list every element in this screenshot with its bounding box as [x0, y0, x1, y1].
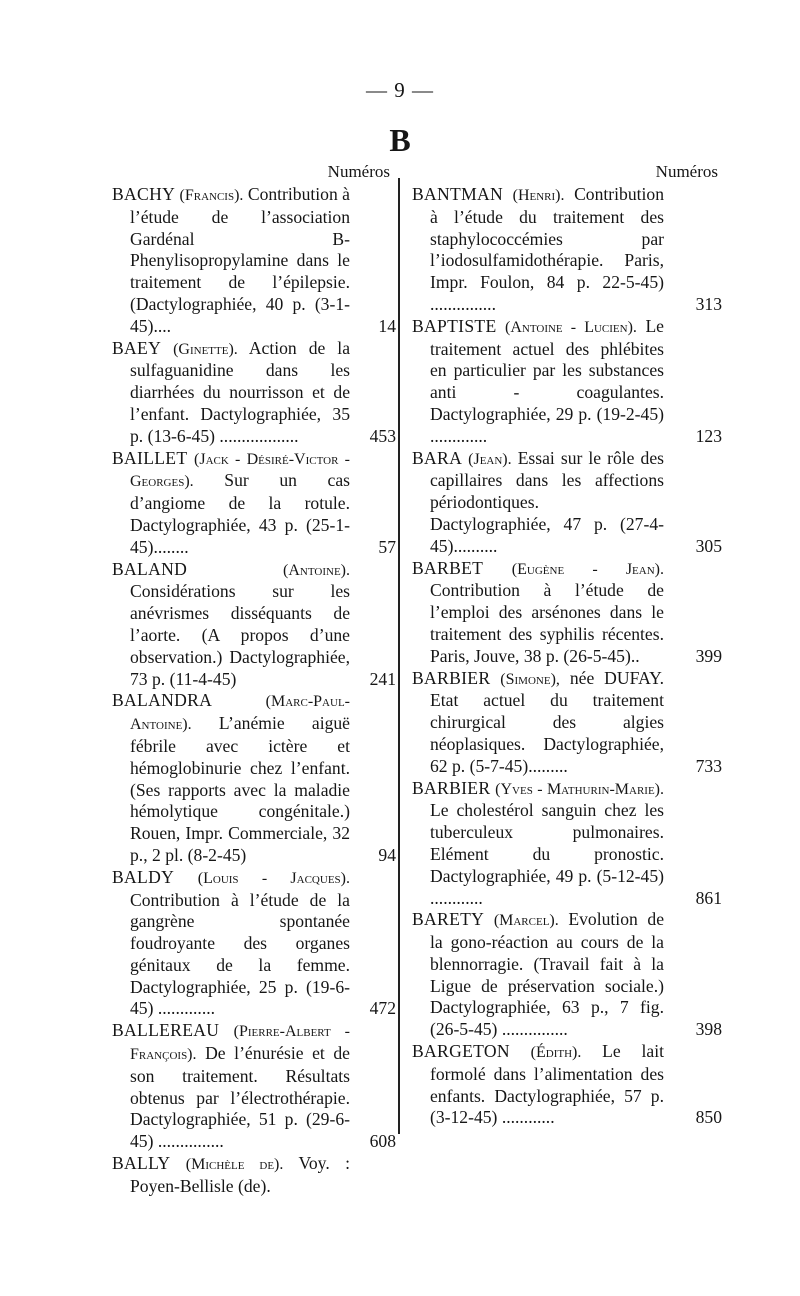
index-entry: [112, 690, 396, 866]
index-entry: [412, 447, 722, 558]
thesis-description: Contribution à l’étude de l’emploi des arsénones dans le traitement des syphilis récentes. Paris, Jouve, 38 p. (26-5-45)..: [430, 580, 664, 666]
author-surname: BARBET: [412, 557, 484, 578]
entry-number: 861: [695, 887, 722, 908]
author-given-names: (Marcel).: [493, 912, 559, 930]
author-surname: BACHY: [112, 184, 176, 204]
left-entries: [112, 184, 396, 1198]
index-entry: [112, 184, 396, 338]
index-entry: [112, 866, 396, 1021]
entry-body: [412, 448, 704, 558]
entry-body: [412, 316, 704, 448]
entry-body: [412, 909, 704, 1041]
thesis-description: Le lait formolé dans l’alimentation des enfants. Dactylographiée, 57 p. (3-12-45) ............: [430, 1041, 664, 1128]
entry-number: 399: [695, 645, 722, 666]
author-surname: BARETY: [412, 909, 485, 930]
thesis-description: Action de la sulfaguanidine dans les diarrhées du nourrisson et de l’enfant. Dactylographiée, 35 p. (13-6-45) ..................: [130, 337, 350, 446]
author-given-names: (Jean).: [468, 450, 512, 468]
thesis-description: Evolution de la gono-réaction au cours de la blennorragie. (Travail fait à la Ligue de préservation sociale.) Dactylographiée, 63 p., 7 fig. (26-5-45) ...............: [430, 909, 665, 1040]
index-entry: [412, 1041, 722, 1129]
entry-number: 241: [369, 668, 396, 689]
author-given-names: (Louis - Jacques).: [197, 869, 350, 887]
entry-body: [112, 1020, 390, 1153]
thesis-description: Le traitement actuel des phlébites en particulier par les substances anti - coagulantes. Dactylographiée, 29 p. (19-2-45) .............: [430, 315, 664, 446]
right-entries: [412, 184, 722, 1129]
author-surname: BAPTISTE: [412, 315, 497, 336]
index-entry: [112, 1153, 390, 1198]
thesis-description: Sur un cas d’angiome de la rotule. Dactylographiée, 43 p. (25-1-45)........: [130, 470, 350, 557]
author-surname: BALDY: [112, 866, 175, 887]
index-entry: [412, 777, 722, 910]
thesis-description: née DUFAY. Etat actuel du traitement chirurgical des algies néoplasiques. Dactylographiée, 62 p. (5-7-45).........: [430, 667, 664, 776]
entry-body: [412, 1041, 704, 1129]
entry-body: [412, 668, 704, 778]
numbers-header: Numéros: [655, 162, 718, 181]
index-entry: [112, 447, 396, 559]
author-surname: BARA: [412, 447, 463, 468]
entry-number: 313: [695, 293, 722, 314]
entry-number: 14: [378, 315, 396, 336]
author-given-names: (Eugène - Jean).: [511, 560, 664, 578]
thesis-description: Essai sur le rôle des capillaires dans les affections périodontiques. Dactylographiée, 47 p. (27-4-45)..........: [430, 447, 664, 556]
author-given-names: (Jack - Désiré-Victor - Georges).: [130, 450, 350, 491]
page-number: — 9 —: [366, 78, 434, 102]
entry-body: [112, 184, 390, 338]
entry-number: 123: [695, 425, 722, 446]
entry-body: [112, 559, 390, 691]
author-given-names: (Édith).: [530, 1044, 582, 1062]
index-entry: [112, 558, 396, 691]
entry-number: 733: [695, 755, 722, 776]
author-given-names: (Michèle de).: [185, 1156, 284, 1174]
author-surname: BAILLET: [112, 447, 188, 468]
left-column: [112, 160, 396, 1198]
author-surname: BALLEREAU: [112, 1020, 220, 1041]
numbers-header: Numéros: [327, 162, 390, 181]
column-divider: [398, 178, 400, 1134]
thesis-description: Contribution à l’étude de la gangrène spontanée foudroyante des organes génitaux de la femme. Dactylographiée, 25 p. (19-6-45) .............: [130, 889, 350, 1019]
entry-number: 850: [695, 1107, 722, 1128]
right-column: [412, 160, 722, 1129]
author-surname: BALLY: [112, 1153, 171, 1174]
thesis-description: Contribution à l’étude de l’association Gardénal B-Phenylisopropylamine dans le traitement de l’épilepsie. (Dactylographiée, 40 p. (3-1-45)....: [130, 184, 350, 336]
entry-body: [112, 338, 390, 448]
thesis-description: L’anémie aiguë fébrile avec ictère et hémoglobinurie chez l’enfant. (Ses rapports avec la maladie hémolytique congénitale.) Rouen, Impr. Commerciale, 32 p., 2 pl. (8-2-45): [130, 713, 350, 865]
author-given-names: (Marc-Paul-Antoine).: [130, 693, 350, 734]
index-entry: [112, 337, 396, 448]
author-given-names: (Simone),: [500, 670, 560, 688]
index-entry: [112, 1020, 396, 1153]
entry-body: [112, 690, 390, 866]
entry-body: [112, 448, 390, 559]
author-surname: BARBIER: [412, 667, 491, 688]
author-given-names: (Pierre-Albert - François).: [130, 1023, 350, 1064]
index-entry: [412, 557, 722, 668]
entry-number: 94: [378, 844, 396, 865]
entry-number: 472: [369, 998, 396, 1019]
author-surname: BAEY: [112, 337, 162, 358]
thesis-description: De l’énurésie et de son traitement. Résultats obtenus par l’électrothérapie. Dactylographiée, 51 p. (29-6-45) ...............: [130, 1043, 350, 1152]
author-surname: BANTMAN: [412, 184, 504, 204]
author-given-names: (Antoine - Lucien).: [505, 318, 637, 336]
author-surname: BARGETON: [412, 1041, 510, 1062]
section-letter: B: [389, 122, 411, 158]
entry-body: [412, 778, 704, 910]
entry-body: [412, 558, 704, 668]
entry-number: 453: [369, 425, 396, 446]
author-surname: BALANDRA: [112, 690, 213, 711]
thesis-description: Contribution à l’étude du traitement des staphylococcémies par l’iodosulfamidothérapie. Paris, Impr. Foulon, 84 p. 22-5-45) ...............: [430, 184, 664, 314]
author-given-names: (Yves - Mathurin-Marie).: [495, 780, 664, 798]
index-entry: [412, 909, 722, 1041]
entry-body: [112, 1153, 390, 1198]
index-entry: [412, 667, 722, 778]
entry-body: [112, 867, 390, 1021]
author-given-names: (Antoine).: [283, 561, 350, 579]
thesis-description: Le cholestérol sanguin chez les tuberculeux pulmonaires. Elément du pronostic. Dactylographiée, 49 p. (5-12-45) ............: [430, 800, 664, 908]
author-given-names: (Henri).: [512, 187, 565, 204]
thesis-description: Considérations sur les anévrismes disséquants de l’aorte. (A propos d’une observation.) Dactylographiée, 73 p. (11-4-45): [130, 581, 350, 689]
entry-body: [412, 184, 704, 316]
entry-number: 57: [378, 536, 396, 557]
author-given-names: (Ginette).: [173, 340, 238, 358]
entry-number: 608: [369, 1131, 396, 1152]
author-surname: BALAND: [112, 558, 188, 579]
index-entry: [412, 184, 722, 316]
index-entry: [412, 315, 722, 448]
entry-number: 305: [695, 535, 722, 556]
entry-number: 398: [695, 1019, 722, 1040]
author-given-names: (Francis).: [179, 187, 244, 204]
thesis-description: Voy. : Poyen-Bellisle (de).: [130, 1153, 350, 1196]
author-surname: BARBIER: [412, 777, 491, 798]
